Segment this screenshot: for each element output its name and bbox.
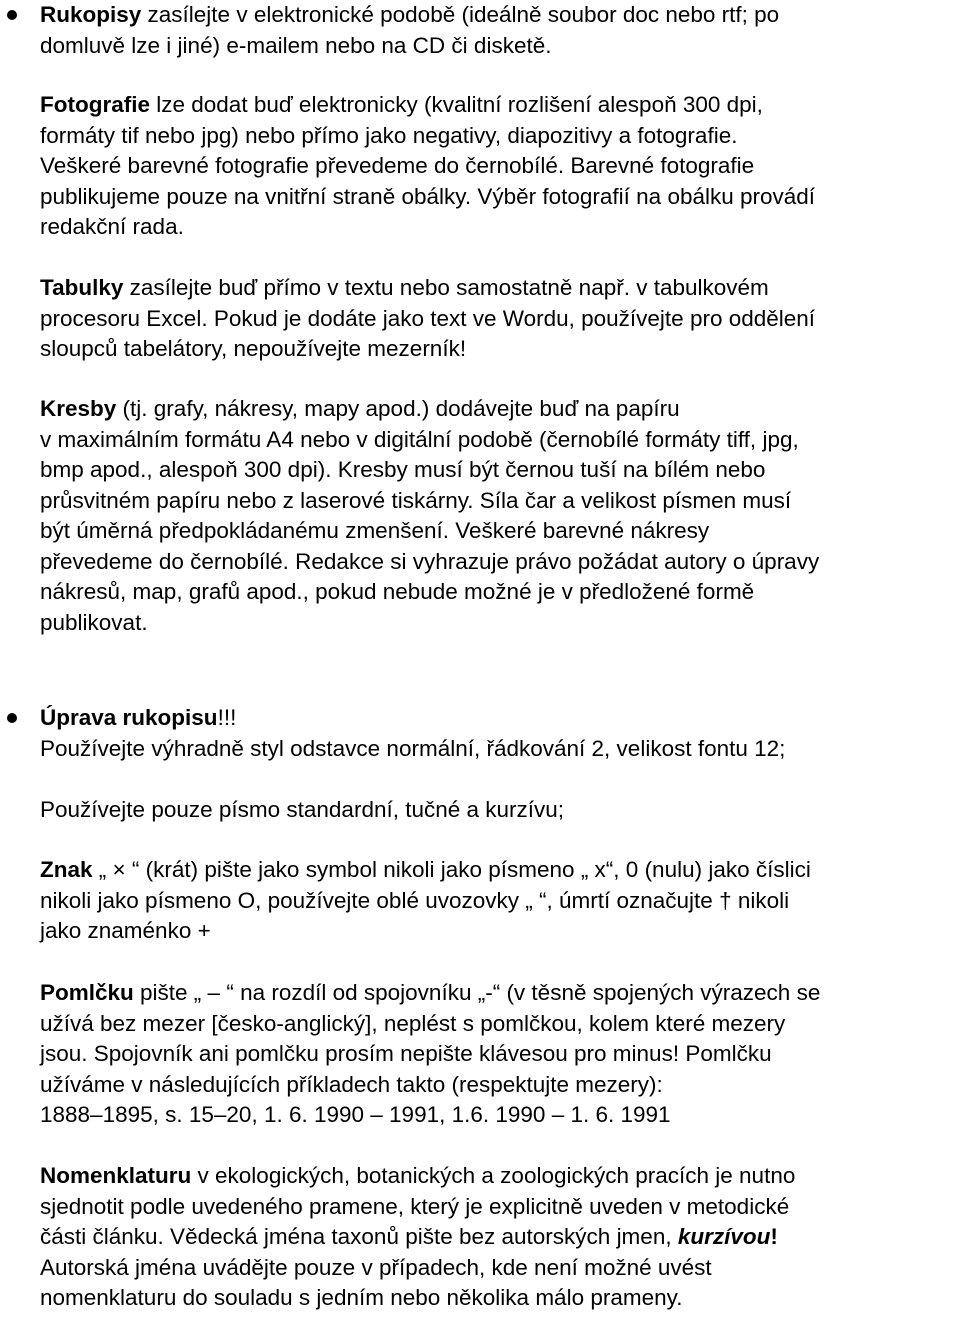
text-line: převedeme do černobílé. Redakce si vyhrazuje právo požádat autory o úpravy xyxy=(40,548,820,574)
text-line: jsou. Spojovník ani pomlčku prosím nepište klávesou pro minus! Pomlčku xyxy=(40,1041,772,1066)
text-line xyxy=(40,1161,956,1192)
text-line xyxy=(40,1222,956,1253)
text-line: průsvitném papíru nebo z laserové tiskárny. Síla čar a velikost písmen musí xyxy=(40,487,792,513)
text-span: v ekologických, botanických a zoologických pracích je nutno xyxy=(191,1163,796,1188)
exclamation: ! xyxy=(770,1224,778,1249)
heading-tail: !!! xyxy=(217,705,237,730)
text-line: být úměrná předpokládanému zmenšení. Veškeré barevné nákresy xyxy=(40,518,710,543)
text-line: formáty tif nebo jpg) nebo přímo jako negativy, diapozitivy a fotografie. xyxy=(40,122,738,148)
text-line: publikujeme pouze na vnitřní straně obálky. Výběr fotografií na obálku provádí xyxy=(40,183,816,209)
term-tabulky: Tabulky xyxy=(40,275,124,300)
text-line: nikoli jako písmeno O, používejte oblé uvozovky „ “, úmrtí označujte † nikoli xyxy=(40,887,790,913)
text-line: bmp apod., alespoň 300 dpi). Kresby musí být černou tuší na bílém nebo xyxy=(40,457,766,482)
text-line: sjednotit podle uvedeného pramene, který je explicitně uveden v metodické xyxy=(40,1193,790,1219)
text-line: Veškeré barevné fotografie převedeme do černobílé. Barevné fotografie xyxy=(40,153,755,178)
heading-text: Úprava rukopisu xyxy=(40,705,218,730)
term-fotografie: Fotografie xyxy=(40,92,150,117)
paragraph-znak xyxy=(40,855,956,947)
text-line: 1888–1895, s. 15–20, 1. 6. 1990 – 1991, 1.6. 1990 – 1. 6. 1991 xyxy=(40,1102,671,1127)
text-span: zasílejte v elektronické podobě (ideálně soubor doc nebo rtf; po xyxy=(141,2,780,27)
paragraph-pomlcka xyxy=(40,978,956,1131)
text-line: nomenklaturu do souladu s jedním nebo několika málo prameny. xyxy=(40,1285,683,1310)
text-line: sloupců tabelátory, nepoužívejte mezerník! xyxy=(40,336,467,361)
text-line: v maximálním formátu A4 nebo v digitální podobě (černobílé formáty tiff, jpg, xyxy=(40,426,799,452)
paragraph-fotografie xyxy=(40,90,956,243)
text-span: části článku. Vědecká jména taxonů pište bez autorských jmen, xyxy=(40,1224,678,1249)
section-heading-uprava-rukopisu xyxy=(40,703,956,764)
text-line: užíváme v následujících příkladech takto (respektujte mezery): xyxy=(40,1071,663,1097)
text-span: zasílejte buď přímo v textu nebo samostatně např. v tabulkovém xyxy=(123,275,769,300)
text-line xyxy=(40,394,956,425)
text-line xyxy=(40,273,956,304)
text-line xyxy=(40,90,956,121)
text-line: Autorská jména uvádějte pouze v případech, kde není možné uvést xyxy=(40,1254,712,1280)
text-line xyxy=(40,0,956,31)
emphasis-kurzivou: kurzívou xyxy=(677,1224,771,1249)
text-line: Používejte pouze písmo standardní, tučné a kurzívu; xyxy=(40,797,565,822)
text-span: pište „ – “ na rozdíl od spojovníku „-“ (v těsně spojených výrazech se xyxy=(133,980,821,1005)
paragraph-kresby xyxy=(40,394,956,638)
term-kresby: Kresby xyxy=(40,396,117,421)
text-line: redakční rada. xyxy=(40,214,184,239)
text-line xyxy=(40,703,956,734)
term-znak: Znak xyxy=(40,857,93,882)
text-line xyxy=(40,978,956,1009)
text-span: „ × “ (krát) pište jako symbol nikoli jako písmeno „ x“, 0 (nulu) jako číslici xyxy=(92,857,811,882)
term-pomlcku: Pomlčku xyxy=(40,980,134,1005)
text-span: (tj. grafy, nákresy, mapy apod.) dodávejte buď na papíru xyxy=(116,396,680,421)
text-line: procesoru Excel. Pokud je dodáte jako text ve Wordu, používejte pro oddělení xyxy=(40,305,816,331)
bullet-icon xyxy=(7,713,17,723)
bullet-icon xyxy=(7,10,17,20)
paragraph-nomenklatura xyxy=(40,1161,956,1314)
text-line: užívá bez mezer [česko-anglický], neplést s pomlčkou, kolem které mezery xyxy=(40,1010,786,1036)
paragraph-pismo xyxy=(40,795,956,826)
text-line: Používejte výhradně styl odstavce normální, řádkování 2, velikost fontu 12; xyxy=(40,735,786,761)
paragraph-tabulky xyxy=(40,273,956,365)
text-line: domluvě lze i jiné) e-mailem nebo na CD či disketě. xyxy=(40,32,552,58)
term-rukopisy: Rukopisy xyxy=(40,2,142,27)
text-line: jako znaménko + xyxy=(40,918,211,943)
text-line: publikovat. xyxy=(40,609,148,635)
text-line: nákresů, map, grafů apod., pokud nebude možné je v předložené formě xyxy=(40,579,755,604)
text-line xyxy=(40,855,956,886)
text-span: lze dodat buď elektronicky (kvalitní rozlišení alespoň 300 dpi, xyxy=(150,92,763,117)
paragraph-rukopisy xyxy=(40,0,956,61)
term-nomenklaturu: Nomenklaturu xyxy=(40,1163,192,1188)
